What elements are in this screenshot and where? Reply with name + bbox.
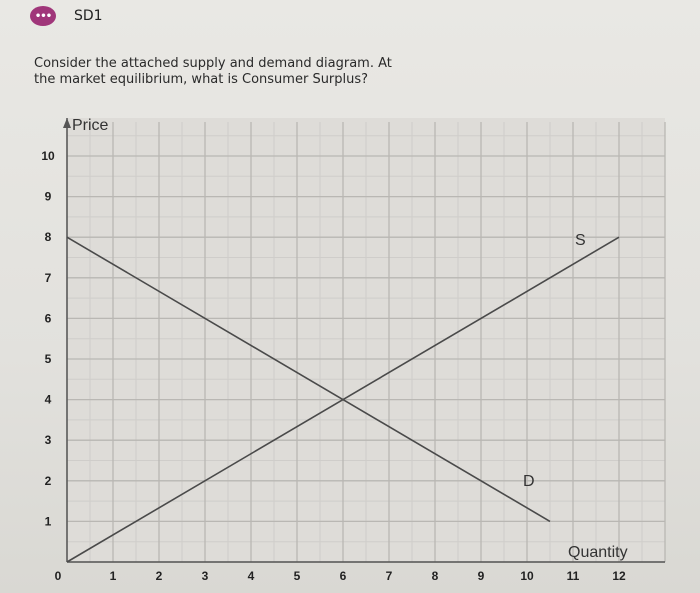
y-tick-label: 2 [44,473,52,488]
x-axis-label: Quantity [568,544,628,561]
x-tick-label: 1 [109,569,117,583]
y-tick-label: 8 [44,230,52,245]
x-tick-label: 0 [54,569,62,583]
x-tick-label: 3 [201,569,209,583]
x-tick-label: 8 [431,569,439,583]
y-tick-label: 7 [44,270,52,285]
y-tick-label: 5 [44,352,52,366]
y-tick-label: 6 [44,311,52,326]
y-axis-label: Price [72,117,109,134]
x-tick-label: 7 [385,569,393,583]
x-tick-label: 9 [477,569,485,583]
x-tick-label: 4 [247,569,255,583]
question-title: SD1 [74,8,103,24]
series-label-s: S [575,232,586,249]
x-tick-label: 10 [520,569,534,583]
y-tick-label: 9 [44,189,52,204]
question-text: Consider the attached supply and demand diagram. At the market equilibrium, what is Consumer Surplus? [34,56,392,87]
series-label-d: D [523,473,535,490]
x-tick-label: 12 [612,569,626,583]
y-tick-label: 3 [44,433,52,448]
x-tick-label: 5 [293,569,301,583]
y-tick-label: 10 [41,149,55,163]
x-tick-label: 2 [155,569,163,583]
x-tick-label: 6 [339,569,347,583]
x-tick-label: 11 [566,569,580,583]
y-tick-label: 4 [44,392,52,407]
y-tick-label: 1 [44,514,52,529]
avatar: ••• [30,6,56,26]
